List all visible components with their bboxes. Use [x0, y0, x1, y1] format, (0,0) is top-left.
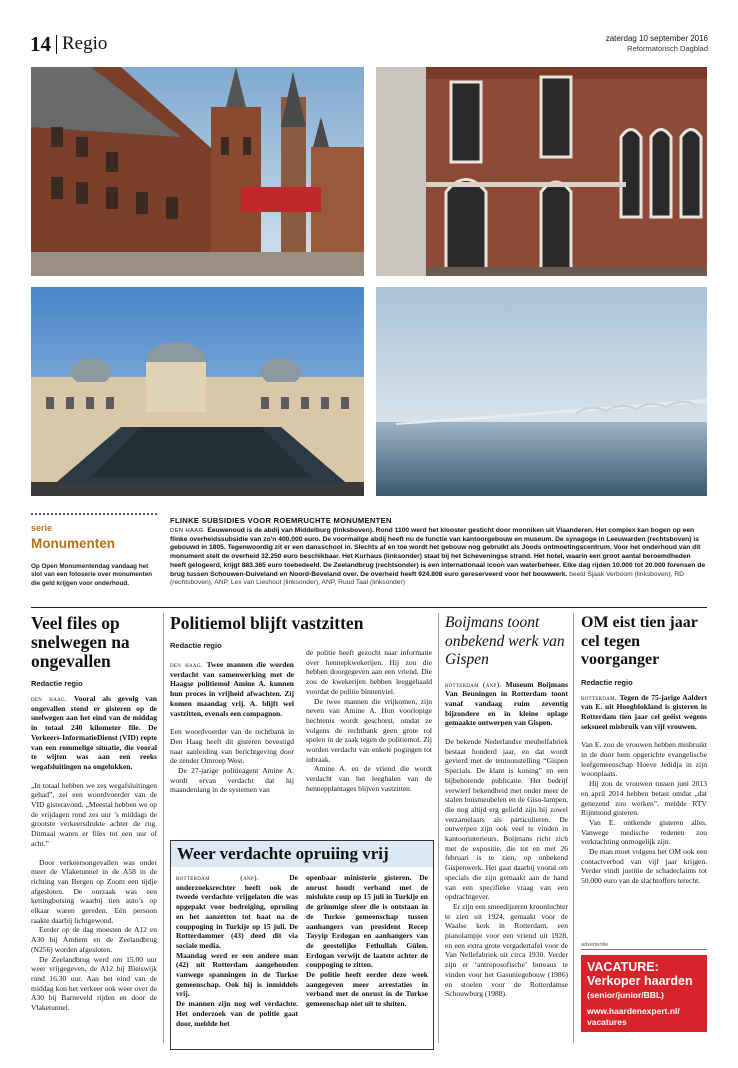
caption-dateline: DEN HAAG. [170, 528, 206, 534]
article-police-p3: de politie heeft gezocht naar informatie over hennepkwekerijen. Hij zou die hebben doorgegeven aan een vriend. Die zou de kwekerijen hebben leeggehaald voordat de politie binnenviel. [306, 648, 432, 696]
article-incitement-text2: openbaar ministerie gisteren. De onrust houdt verband met de mislukte coup op 15 juli in Turkije en de grimmige sfeer die is ontstaan in de Turkse gemeenschap tussen aanhangers van president Recep Tayyip Erdogan en aanhangers van de geestelijke Fethullah Gülen. Erdogan verwijt de laatste achter de couppoging te zitten. [306, 873, 428, 970]
article-om-headline: OM eist tien jaar cel tegen voorganger [581, 614, 698, 668]
section-title: Regio [62, 33, 108, 54]
article-police-p2: De 27-jarige politieagent Amine A. wordt ervan verdacht dat hij maandenlang in de systemen van [170, 766, 294, 795]
article-traffic-kicker: Redactie regio [31, 679, 83, 688]
article-police-p4: De twee mannen die vrijkomen, zijn neven van Amine A. Hun voorlopige hechtenis wordt geschorst, omdat ze volgens de rechtbank geen grote rol spelen in de zaak tegen de politiemol. Zij worden verdacht van enkele pogingen tot inbraak. [306, 696, 432, 764]
article-traffic-p4: De Zeelandbrug werd om 15.00 uur weer vrijgegeven, de A12 bij Bleiswijk rond 16.30 uur. Aan het eind van de middag kon het verkeer ook weer over de A30 bij Barneveld rijden en door de Vlaketunnel. [31, 954, 157, 1013]
photo-abbey-middelburg [31, 67, 364, 276]
article-traffic [31, 614, 157, 1013]
article-traffic-p3: Eerder op de dag moesten de A12 en A30 bij Arnhem en de Zeelandbrug (N256) worden afgesloten. [31, 925, 157, 954]
series-label: serie [31, 523, 53, 533]
caption-body-block [170, 527, 707, 588]
article-incitement-headline: Weer verdachte opruiing vrij [177, 844, 389, 863]
caption-title: FLINKE SUBSIDIES VOOR ROEMRUCHTE MONUMENTEN [170, 516, 392, 525]
article-incitement-col2 [306, 873, 428, 1009]
article-police-col2 [306, 648, 432, 794]
article-police-dateline: den haag. [170, 660, 203, 669]
article-police-p1: Een woordvoerder van de rechtbank in Den Haag heeft dit gisteren bevestigd naar aanleiding van berichtgeving door de zender Omroep West. [170, 727, 294, 766]
article-om [581, 614, 707, 886]
article-incitement-text1c: De mannen zijn nog wel verdachte. Het onderzoek van de politie gaat door, meldde het [176, 999, 298, 1028]
ad-label: advertentie [581, 942, 609, 948]
article-om-p1: Van E. zou de vrouwen hebben misbruikt in de door hem opgerichte evangelische leefgemeenschap Hoeve Jedidja in zijn woonplaats. [581, 740, 707, 779]
article-police-p5: Amine A. en de vriend die wordt verdacht van het leeghalen van de hennepplantages blijven vastzitten. [306, 764, 432, 793]
article-traffic-body [31, 694, 157, 1013]
synagogue-illustration [376, 67, 707, 276]
article-gispen-dateline: rotterdam (anp). [445, 679, 502, 689]
article-traffic-p1: „In totaal hebben we zes wegafsluitingen gehad”, zei een woordvoerder van de VID gisteravond. „Meestal hebben we op de vrijdagen rond zes uur ’s middags de grootste verkeersdrukte achter de rug. Ditmaal waren er files tot een uur of acht.” [31, 780, 157, 848]
page-date: zaterdag 10 september 2016 [605, 34, 708, 43]
series-intro: Op Open Monumentendag vandaag het slot van een fotoserie over monumenten die geld krijgen voor onderhoud. [31, 563, 153, 587]
article-om-p3: Van E. ontkende gisteren alles. Vanwege medische redenen zou verkrachting onmogelijk zijn. [581, 817, 707, 847]
article-traffic-dateline: den haag. [31, 694, 68, 703]
job-advertisement[interactable] [581, 955, 707, 1032]
caption-body: Eeuwenoud is de abdij van Middelburg (linksboven). Rond 1100 werd het klooster gesticht door monniken uit Vlaanderen. Het complex kan bogen op een flinke overheidssubsidie van zo'n 400.000 euro. De voormalige abdij heeft nu de functie van kantoorgebouw en museum. De synagoge in Leeuwarden (rechtsboven) is gebouwd in 1805. Tegenwoordig zit er een dansschool in. Slechts af en toe wordt het gebouw nog gebruikt als Joods ontmoetingscentrum. Voor het onderhoud van dit monument stelt de overheid 32.250 euro beschikbaar. Het Kurhaus (linksonder) staat bij het Scheveningse strand. Het hotel, waarin een groot aantal beroemdheden heeft gelogeerd, krijgt 883.365 euro toebedeeld. De Zeelandbrug (rechtsonder) is een internationaal icoon van waterbeheer. Elke dag rijden 10.000 tot 20.000 forensen de brug tussen Schouwen-Duiveland en Noord-Beveland over. De overheid heeft 924.808 euro gereserveerd voor het bouwwerk. [170, 527, 706, 578]
caption-credit: beeld Sjaak Verboom (linksboven), RD (rechtsboven), ANP, Lex van Lieshout (linksonder), ANP, Ruud Taal (linksonder) [170, 570, 684, 587]
series-title: Monumenten [31, 536, 115, 551]
article-gispen [445, 614, 568, 999]
ad-title: VACATURE: [587, 960, 659, 974]
article-incitement-col1 [176, 873, 298, 1028]
article-gispen-p1: De bekende Nederlandse meubelfabriek bestaat honderd jaar, en dat wordt gevierd met de tentoonstelling “Gispen Specials. De klant is koning” en een bijbehorende publicatie. Het bedrijf verwierf bekendheid met onder meer de stalen buismeubelen en de Giso-lampen, die nog altijd erg geliefd zijn bij zowel verzamelaars als particulieren. De ontwerpen zijn ook veel te vinden in kantoorinterieurs. Boijmans richt zich met de expositie, die tot en met 26 februari is te zien, op onbekend Gispenwerk. Het gaat daarbij vooral om specials die zijn gemaakt aan de hand van een specifieke vraag van een opdrachtgever. [445, 737, 568, 902]
ad-subtitle: Verkoper haarden [587, 974, 693, 988]
article-traffic-lead: Vooral als gevolg van ongevallen stond er gisteren op de snelwegen aan het eind van de middag in totaal 240 kilometer file. De Verkeers-InformatieDienst (VID) repte van een rommelige situatie, die vooral te wijten was aan een reeks wegafsluitingen na ongelukken. [31, 694, 157, 771]
article-police-col1 [170, 660, 294, 795]
article-gispen-headline: Boijmans toont onbekend werk van Gispen [445, 614, 565, 668]
series-dotted-rule [31, 513, 157, 515]
article-incitement-dateline: rotterdam (anp). [176, 873, 260, 882]
article-traffic-p2: Door verkeersongevallen was onder meer de Vlaketunnel in de A58 in de richting van Bergen op Zoom een tijdje afgesloten. De oorzaak was een kettingbotsing waarbij tien auto’s op elkaar waren gereden. Eén persoon raakte daarbij lichtgewond. [31, 857, 157, 925]
ad-url-line1[interactable]: www.haardenexpert.nl/ [587, 1006, 680, 1016]
publication-name: Reformatorisch Dagblad [627, 44, 708, 53]
article-om-body [581, 693, 707, 886]
page-number: 14 [30, 32, 51, 56]
article-gispen-body [445, 680, 568, 1000]
ad-url-line2[interactable]: vacatures [587, 1017, 627, 1027]
column-divider-1 [163, 613, 164, 1043]
article-police-kicker: Redactie regio [170, 641, 222, 650]
article-incitement-box [170, 840, 434, 1050]
article-gispen-p2: Er zijn een smeedijzeren kroonluchter te zien uit 1924, gemaakt voor de Waalse kerk in Rotterdam, een pianolampje voor een vriend uit 1928, en een extra grote vergadertafel voor de Van Nellefabriek uit circa 1930. Verder zijn er ‘antroposofische’ bureaus te vinden voor het Gasuniegebouw (1986) en stoelen voor de Rotterdamse Schouwburg (1988). [445, 901, 568, 999]
abbey-illustration [31, 67, 364, 276]
series-box [31, 513, 157, 593]
photo-kurhaus-scheveningen [31, 287, 364, 496]
column-divider-2 [438, 613, 439, 1043]
page-header [30, 32, 708, 56]
article-om-dateline: rotterdam. [581, 692, 617, 702]
article-incitement-text2b: De politie heeft eerder deze week aangegeven meer arrestaties in verband met de onrust in de Turkse gemeenschap niet uit te sluiten. [306, 970, 428, 1009]
section-rule [31, 607, 707, 608]
article-police-headline: Politiemol blijft vastzitten [170, 613, 364, 633]
kurhaus-illustration [31, 287, 364, 496]
bridge-illustration [376, 287, 707, 496]
article-traffic-headline: Veel files op snelwegen na ongevallen [31, 613, 130, 671]
header-divider [56, 35, 57, 54]
article-police-lead: Twee mannen die worden verdacht van samenwerking met de Haagse politiemol Amine A. kunnen hun proces in vrijheid afwachten. Zij komen maandag vrij. A. blijft wel vastzitten, evenals een compagnon. [170, 660, 295, 718]
ad-rule [581, 949, 707, 950]
article-om-p4: De man moet volgens het OM ook een contactverbod van vijf jaar krijgen. Verder vindt justitie de schadeclaims tot 50.000 euro van de slachtoffers terecht. [581, 847, 707, 886]
photo-synagogue-leeuwarden [376, 67, 707, 276]
article-om-lead: Tegen de 75-jarige Aaldert van E. uit Hoogblokland is gisteren in Rotterdam tien jaar cel geëist wegens seksueel misbruik van vijf vrouwen. [581, 692, 708, 731]
article-incitement-text1: De onderzoeksrechter heeft ook de tweede verdachte vrijgelaten die was opgepakt voor bedreiging, opruiing en het aanzetten tot haat na de couppoging in Turkije op 15 juli. De Rotterdammer (43) deed dit via sociale media. [176, 873, 299, 950]
photo-caption [170, 516, 707, 596]
ad-level: (senior/junior/BBL) [587, 990, 664, 1000]
article-om-kicker: Redactie regio [581, 677, 633, 687]
article-om-p2: Hij zou de vrouwen tussen juni 2013 en april 2014 hebben betast omdat „dat genezend zou werken”, meldde RTV Rijnmond gisteren. [581, 779, 707, 818]
article-gispen-lead: Museum Boijmans Van Beuningen in Rotterdam toont vanaf vandaag ruim zeventig bijzondere en in kleine oplage gemaakte ontwerpen van Gispen. [445, 679, 569, 728]
photo-zeelandbrug [376, 287, 707, 496]
article-incitement-text1b: Maandag werd er een andere man (42) uit Rotterdam aangehouden vanwege spanningen in de Turkse gemeenschap. Ook hij is inmiddels vrij. [176, 950, 298, 999]
column-divider-3 [573, 613, 574, 1043]
